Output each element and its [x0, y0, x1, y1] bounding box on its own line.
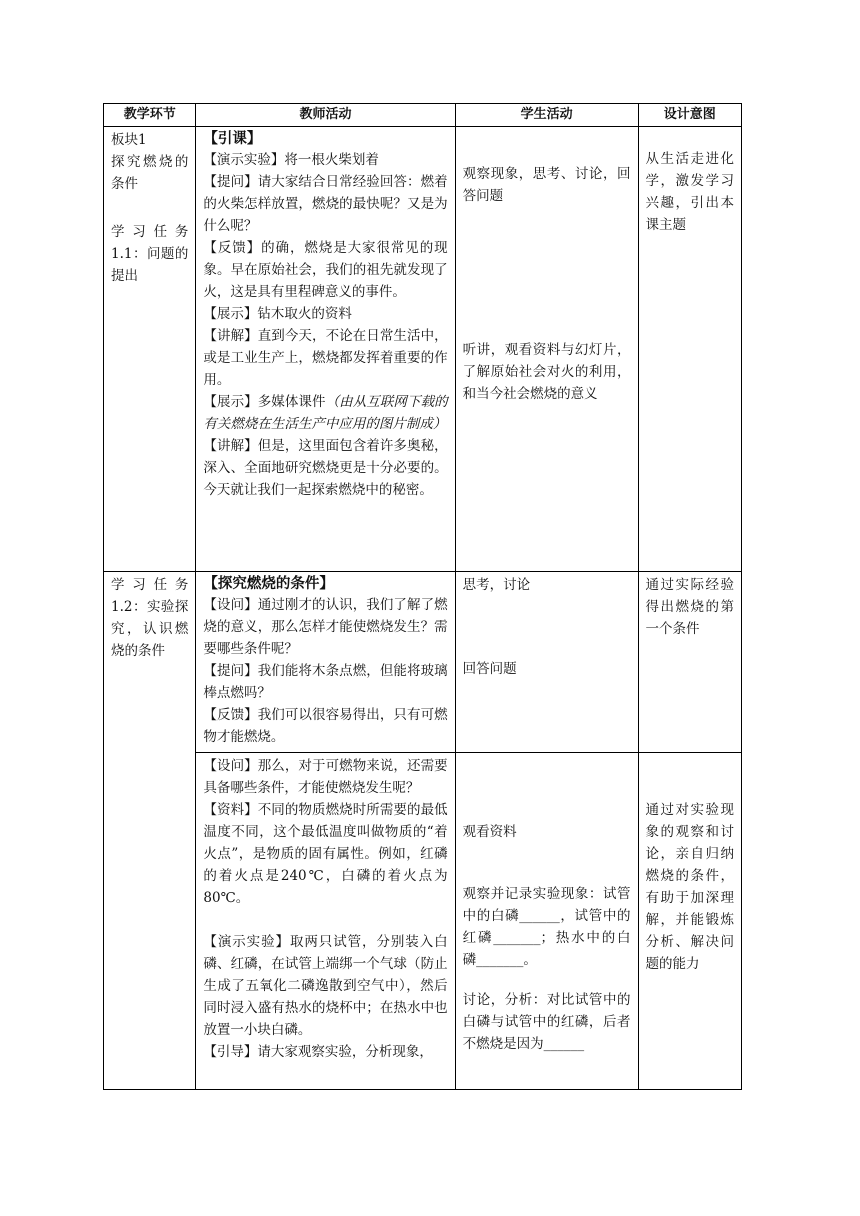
section-title: 【引课】 — [203, 131, 262, 147]
student-text: 回答问题 — [462, 661, 517, 677]
table-row — [104, 753, 742, 1090]
teacher-text — [203, 391, 447, 435]
teacher-text-note: （由从互联网下载的有关燃烧在生活生产中应用的图片制成） — [203, 394, 448, 432]
teacher-text: 【反馈】的确，燃烧是大家很常见的现象。早在原始社会，我们的祖先就发现了火，这是具有里程碑意义的事件。 — [203, 240, 448, 300]
teacher-cell — [196, 127, 455, 572]
teacher-text: 【讲解】但是，这里面包含着许多奥秘，深入、全面地研究燃烧更是十分必要的。今天就让我们一起探索燃烧中的秘密。 — [203, 438, 448, 498]
intent-cell — [638, 753, 742, 1090]
header-stage: 教学环节 — [104, 104, 196, 127]
teacher-text: 【讲解】直到今天，不论在日常生活中，或是工业生产上，燃烧都发挥着重要的作用。 — [203, 328, 448, 388]
section-title: 【探究燃烧的条件】 — [203, 576, 334, 592]
intent-text: 从生活走进化学，激发学习兴趣，引出本课主题 — [645, 151, 734, 233]
student-text: 思考，讨论 — [462, 577, 531, 593]
student-text: 观看资料 — [462, 824, 517, 840]
teacher-text: 【设问】通过刚才的认识，我们了解了燃烧的意义，那么怎样才能使燃烧发生？需要哪些条件呢？ — [203, 597, 448, 657]
student-text: 讨论，分析：对比试管中的白磷与试管中的红磷，后者不燃烧是因为______ — [462, 992, 631, 1052]
student-text: 观察现象，思考、讨论，回答问题 — [462, 166, 631, 204]
stage-cell — [104, 572, 196, 1090]
teacher-text: 【演示实验】将一根火柴划着 — [203, 152, 379, 168]
intent-text: 通过实际经验得出燃烧的第一个条件 — [645, 577, 734, 637]
teacher-text: 【展示】钻木取火的资料 — [203, 306, 352, 322]
table-row — [104, 127, 742, 572]
teacher-text: 【设问】那么，对于可燃物来说，还需要具备哪些条件，才能使燃烧发生呢？ — [203, 758, 448, 796]
teacher-cell — [196, 572, 455, 753]
teacher-text-lead: 【展示】多媒体课件 — [203, 394, 326, 410]
teacher-text: 【资料】不同的物质燃烧时所需要的最低温度不同，这个最低温度叫做物质的“着火点”，是物质的固有属性。例如，红磷的着火点是240℃，白磷的着火点为80℃。 — [203, 802, 448, 906]
intent-cell — [638, 127, 742, 572]
student-cell — [455, 127, 638, 572]
table-row — [104, 572, 742, 753]
stage-task: 学习任务1.2：实验探究，认识燃烧的条件 — [111, 577, 189, 659]
lesson-plan-table — [103, 103, 742, 1090]
teacher-text: 【演示实验】取两只试管，分别装入白磷、红磷，在试管上端绑一个气球（防止生成了五氧化二磷逸散到空气中），然后同时浸入盛有热水的烧杯中；在热水中也放置一小块白磷。 — [203, 934, 448, 1038]
stage-task: 学习任务1.1：问题的提出 — [111, 224, 189, 284]
teacher-text: 【引导】请大家观察实验，分析现象， — [203, 1044, 433, 1060]
header-intent: 设计意图 — [638, 104, 742, 127]
teacher-text: 【反馈】我们可以很容易得出，只有可燃物才能燃烧。 — [203, 707, 448, 745]
header-row — [104, 104, 742, 127]
student-cell — [455, 753, 638, 1090]
stage-cell — [104, 127, 196, 572]
student-text: 听讲，观看资料与幻灯片，了解原始社会对火的利用，和当今社会燃烧的意义 — [462, 342, 631, 402]
header-teacher: 教师活动 — [196, 104, 455, 127]
stage-module-title: 探究燃烧的条件 — [111, 154, 189, 192]
intent-text: 通过对实验现象的观察和讨论，亲自归纳燃烧的条件，有助于加深理解，并能锻炼分析、解决问题的能力 — [645, 802, 734, 972]
intent-cell — [638, 572, 742, 753]
teacher-text: 【提问】请大家结合日常经验回答：燃着的火柴怎样放置，燃烧的最快呢？又是为什么呢？ — [203, 174, 448, 234]
stage-module: 板块1 — [111, 132, 147, 148]
teacher-text: 【提问】我们能将木条点燃，但能将玻璃棒点燃吗？ — [203, 663, 448, 701]
student-text: 观察并记录实验现象：试管中的白磷______，试管中的红磷_______；热水中的白磷_______。 — [462, 886, 631, 968]
student-cell — [455, 572, 638, 753]
teacher-cell — [196, 753, 455, 1090]
header-student: 学生活动 — [455, 104, 638, 127]
